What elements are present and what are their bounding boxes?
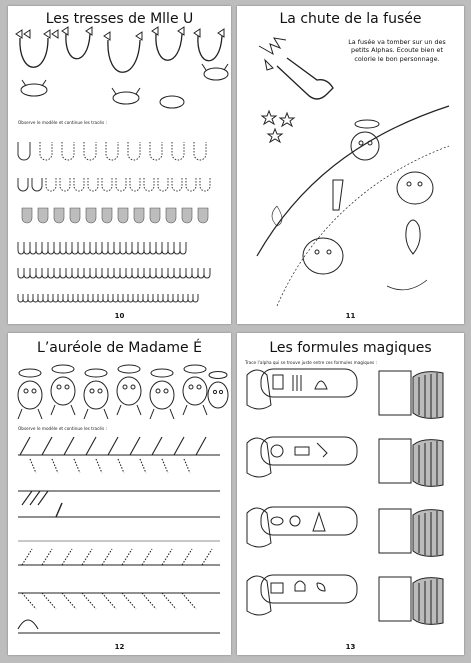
page-13 (237, 333, 464, 655)
accent-tracing-rows (8, 333, 231, 655)
explosion-icon (259, 38, 286, 54)
formula-row-2 (247, 437, 443, 486)
mushroom-icon (295, 581, 305, 591)
star-icon (262, 111, 276, 124)
page-10 (8, 6, 231, 324)
tree-icon (313, 513, 325, 531)
alpha-character-icon (351, 132, 379, 160)
story-text: La fusée va tomber sur un des petits Alphas. Ecoute bien et colorie le bon personnage. (348, 38, 446, 63)
hammer-icon (317, 443, 327, 457)
animal-icon (295, 447, 309, 455)
book-icon (271, 583, 283, 593)
fence-icon (293, 375, 301, 391)
page-title: L’auréole de Madame É (37, 340, 202, 356)
gem-icon (290, 516, 300, 526)
fire-icon (315, 381, 327, 389)
page-number: 12 (114, 643, 125, 651)
magic-formulas-exercise (237, 333, 464, 655)
halo-icon (355, 120, 379, 128)
u-tracing-rows (8, 6, 231, 324)
alpha-character-icon (303, 238, 343, 274)
formula-row-1 (247, 369, 443, 418)
formula-row-4 (247, 575, 443, 624)
window-icon (273, 375, 283, 389)
duck-icon (317, 583, 325, 591)
alpha-character-icon (406, 220, 420, 254)
rocket-scene-illustration (237, 6, 464, 324)
page-number: 13 (345, 643, 356, 651)
wizard-icon (247, 370, 271, 409)
page-title: La chute de la fusée (279, 11, 422, 27)
instruction: Trace l’alpha qui se trouve juste entre ces formules magiques : (245, 360, 377, 365)
page-12 (8, 333, 231, 655)
alpha-character-icon (397, 172, 433, 204)
instruction: Observe le modèle et continue les tracés : (18, 426, 107, 431)
page-number: 11 (345, 312, 356, 320)
page-number: 10 (114, 312, 125, 320)
rocket-icon (277, 58, 333, 99)
instruction: Observe le modèle et continue les tracés : (18, 120, 107, 125)
alpha-character-icon (333, 180, 343, 210)
page-11 (237, 6, 464, 324)
tractor-icon (271, 445, 283, 457)
page-title: Les tresses de Mlle U (45, 11, 194, 27)
formula-row-3 (247, 507, 443, 556)
page-title: Les formules magiques (269, 340, 432, 356)
shell-icon (271, 517, 283, 525)
